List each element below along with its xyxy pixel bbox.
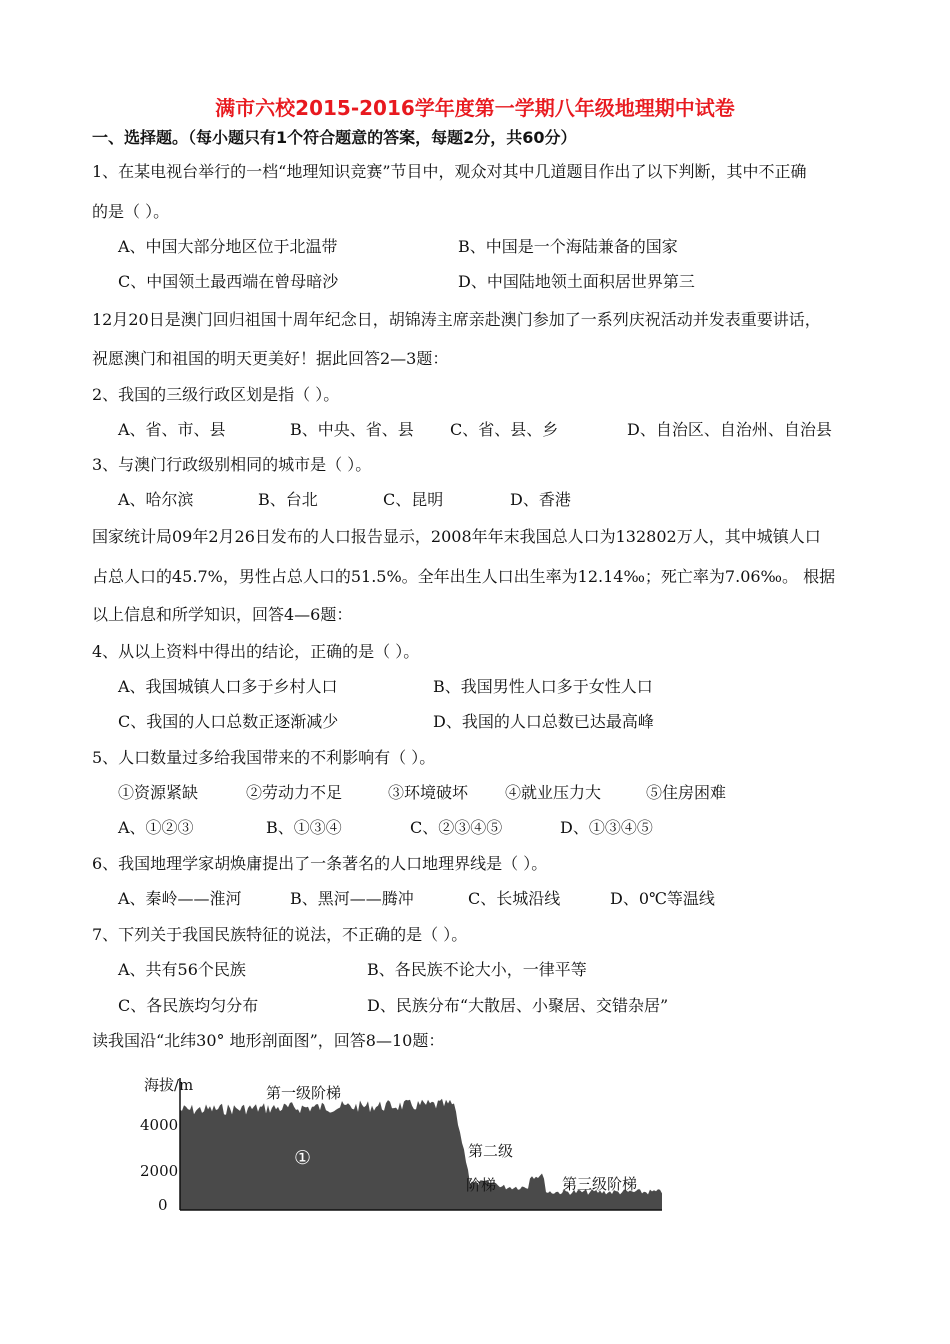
- q4-option-a: A、我国城镇人口多于乡村人口: [118, 677, 338, 696]
- q7-stem: 7、下列关于我国民族特征的说法，不正确的是（ ）。: [92, 925, 468, 944]
- q1-option-c: C、中国领土最西端在曾母暗沙: [118, 272, 339, 291]
- q1-option-a: A、中国大部分地区位于北温带: [118, 237, 338, 256]
- q5-item-3: ③环境破坏: [388, 783, 469, 802]
- exam-title: 满市六校2015-2016学年度第一学期八年级地理期中试卷: [215, 96, 735, 120]
- q3-option-a: A、哈尔滨: [118, 490, 194, 509]
- intro-2-3-line1: 12月20日是澳门回归祖国十周年纪念日，胡锦涛主席亲赴澳门参加了一系列庆祝活动并发表重要讲话，: [92, 310, 821, 329]
- q2-option-d: D、自治区、自治州、自治县: [627, 420, 832, 439]
- q2-option-a: A、省、市、县: [118, 420, 226, 439]
- q5-item-5: ⑤住房困难: [646, 783, 727, 802]
- q2-stem: 2、我国的三级行政区划是指（ ）。: [92, 385, 340, 404]
- q5-option-b: B、①③④: [266, 818, 342, 837]
- q2-option-c: C、省、县、乡: [450, 420, 559, 439]
- region-marker-1: ①: [294, 1147, 312, 1169]
- q4-stem: 4、从以上资料中得出的结论，正确的是（ ）。: [92, 642, 420, 661]
- q3-option-c: C、昆明: [383, 490, 444, 509]
- y-tick-4000: 4000: [140, 1116, 179, 1134]
- q5-item-2: ②劳动力不足: [246, 783, 343, 802]
- y-axis-label: 海拔/m: [144, 1076, 194, 1094]
- q5-option-a: A、①②③: [118, 818, 194, 837]
- y-tick-0: 0: [158, 1196, 168, 1214]
- step-2-label: 第二级: [468, 1142, 514, 1160]
- q4-option-d: D、我国的人口总数已达最高峰: [433, 712, 654, 731]
- q6-stem: 6、我国地理学家胡焕庸提出了一条著名的人口地理界线是（ ）。: [92, 854, 548, 873]
- q3-option-d: D、香港: [510, 490, 571, 509]
- q6-option-b: B、黑河——腾冲: [290, 889, 414, 908]
- q4-option-b: B、我国男性人口多于女性人口: [433, 677, 653, 696]
- q5-option-d: D、①③④⑤: [560, 818, 653, 837]
- q7-option-a: A、共有56个民族: [118, 960, 246, 979]
- q5-item-1: ①资源紧缺: [118, 783, 199, 802]
- step-2-label-2: 阶梯: [466, 1176, 497, 1194]
- intro-4-6-line2: 占总人口的45.7%，男性占总人口的51.5%。全年出生人口出生率为12.14‰；死亡率为7.06‰。 根据: [92, 567, 836, 586]
- q2-option-b: B、中央、省、县: [290, 420, 414, 439]
- q3-stem: 3、与澳门行政级别相同的城市是（ ）。: [92, 455, 372, 474]
- y-tick-2000: 2000: [140, 1162, 179, 1180]
- q1-option-b: B、中国是一个海陆兼备的国家: [458, 237, 678, 256]
- terrain-profile-figure: [130, 1068, 690, 1218]
- q5-item-4: ④就业压力大: [505, 783, 602, 802]
- intro-4-6-line1: 国家统计局09年2月26日发布的人口报告显示，2008年年末我国总人口为132802万人，其中城镇人口: [92, 527, 821, 546]
- q1-option-d: D、中国陆地领土面积居世界第三: [458, 272, 695, 291]
- q6-option-c: C、长城沿线: [468, 889, 561, 908]
- q6-option-d: D、0℃等温线: [610, 889, 715, 908]
- q1-stem-line1: 1、在某电视台举行的一档“地理知识竞赛”节目中，观众对其中几道题目作出了以下判断，其中不正确: [92, 162, 807, 181]
- q7-option-c: C、各民族均匀分布: [118, 996, 259, 1015]
- step-1-label: 第一级阶梯: [266, 1084, 342, 1102]
- q1-stem-line2: 的是（ ）。: [92, 202, 170, 221]
- terrain-profile-area: [180, 1099, 662, 1210]
- intro-8-10: 读我国沿“北纬30° 地形剖面图”，回答8—10题：: [92, 1031, 445, 1050]
- q7-option-d: D、民族分布“大散居、小聚居、交错杂居”: [367, 996, 669, 1015]
- q3-option-b: B、台北: [258, 490, 318, 509]
- q4-option-c: C、我国的人口总数正逐渐减少: [118, 712, 339, 731]
- q7-option-b: B、各民族不论大小，一律平等: [367, 960, 587, 979]
- q5-stem: 5、人口数量过多给我国带来的不利影响有（ ）。: [92, 748, 436, 767]
- q5-option-c: C、②③④⑤: [410, 818, 503, 837]
- step-3-label: 第三级阶梯: [562, 1175, 638, 1193]
- intro-2-3-line2: 祝愿澳门和祖国的明天更美好！据此回答2—3题：: [92, 349, 449, 368]
- intro-4-6-line3: 以上信息和所学知识，回答4—6题：: [92, 605, 353, 624]
- section-heading: 一、选择题。（每小题只有1个符合题意的答案，每题2分，共60分）: [92, 128, 577, 147]
- q6-option-a: A、秦岭——淮河: [118, 889, 242, 908]
